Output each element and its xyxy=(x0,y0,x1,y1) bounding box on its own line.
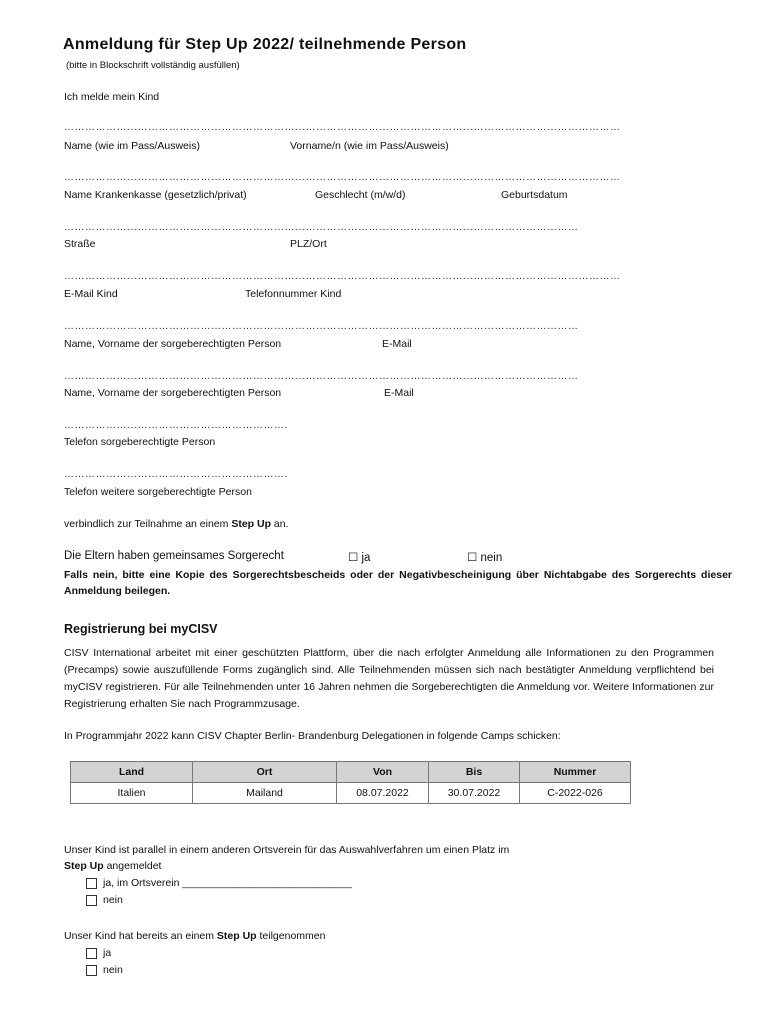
parallel-no-option[interactable]: nein xyxy=(86,894,123,906)
name-label: Name (wie im Pass/Ausweis) xyxy=(64,140,200,152)
birthdate-label: Geburtsdatum xyxy=(501,189,568,201)
other-guardian-phone-input-line[interactable]: ………………………………………………………. xyxy=(64,469,288,480)
street-label: Straße xyxy=(64,238,96,250)
cell-land: Italien xyxy=(71,783,193,804)
guardian2-input-line[interactable]: ………………………………………………………………………………………………………………………………… xyxy=(64,371,579,382)
email-child-input-line[interactable]: …………………………………………………………………………………………………………………………………………… xyxy=(64,271,621,282)
firstname-label: Vorname/n (wie im Pass/Ausweis) xyxy=(290,140,449,152)
header-nummer: Nummer xyxy=(520,762,631,783)
guardian1-name-label: Name, Vorname der sorgeberechtigten Person xyxy=(64,338,282,350)
page-subtitle: (bitte in Blockschrift vollständig ausfüllen) xyxy=(66,60,240,71)
header-von: Von xyxy=(337,762,429,783)
table-header-row xyxy=(71,762,631,783)
email-child-label: E-Mail Kind xyxy=(64,288,118,300)
binding-text: verbindlich zur Teilnahme an einem Step Up an. xyxy=(64,518,289,530)
cell-nummer: C-2022-026 xyxy=(520,783,631,804)
checkbox-icon[interactable] xyxy=(86,948,97,959)
previous-question: Unser Kind hat bereits an einem Step Up teilgenommen xyxy=(64,930,326,942)
gender-label: Geschlecht (m/w/d) xyxy=(315,189,406,201)
guardian2-email-label: E-Mail xyxy=(384,387,414,399)
page-title: Anmeldung für Step Up 2022/ teilnehmende Person xyxy=(63,36,467,53)
name-input-line[interactable]: …………………………………………………………………………………………………………………………………………… xyxy=(64,122,621,133)
phone-child-label: Telefonnummer Kind xyxy=(245,288,342,300)
guardian1-input-line[interactable]: ………………………………………………………………………………………………………………………………… xyxy=(64,321,579,332)
previous-yes-option[interactable]: ja xyxy=(86,947,111,959)
mycisv-text: CISV International arbeitet mit einer geschützten Plattform, über die nach erfolgter Anmeldung alle Informationen zu den Programmen (Precamps) sowie auszufüllende Forms zugänglich sind. Alle Teilnehmenden müssen sich nach bestätigter Anmeldung verpflichtend bei myCISV registrieren. Für alle Teilnehmenden unter 16 Jahren nehmen die Sorgeberechtigten die Anmeldung vor. Weitere Informationen zur Registrierung erhalten Sie nach Programmzusage. xyxy=(64,647,714,710)
previous-no-option[interactable]: nein xyxy=(86,964,123,976)
custody-yes-checkbox[interactable]: ☐ ja xyxy=(348,552,371,564)
custody-no-checkbox[interactable]: ☐ nein xyxy=(467,552,503,564)
camps-table xyxy=(70,761,631,804)
street-input-line[interactable]: ………………………………………………………………………………………………………………………………… xyxy=(64,222,579,233)
guardian1-email-label: E-Mail xyxy=(382,338,412,350)
parallel-yes-option[interactable]: ja, im Ortsverein _____________________________ xyxy=(86,877,352,889)
guardian2-name-label: Name, Vorname der sorgeberechtigten Person xyxy=(64,387,282,399)
parallel-question-line2: Step Up angemeldet xyxy=(64,860,162,872)
custody-label: Die Eltern haben gemeinsames Sorgerecht xyxy=(64,550,284,562)
header-bis: Bis xyxy=(429,762,520,783)
header-land: Land xyxy=(71,762,193,783)
other-guardian-phone-label: Telefon weitere sorgeberechtigte Person xyxy=(64,486,252,498)
insurance-label: Name Krankenkasse (gesetzlich/privat) xyxy=(64,189,247,201)
guardian-phone-input-line[interactable]: ………………………………………………………. xyxy=(64,420,288,431)
header-ort: Ort xyxy=(193,762,337,783)
zip-city-label: PLZ/Ort xyxy=(290,238,327,250)
program-text: In Programmjahr 2022 kann CISV Chapter Berlin- Brandenburg Delegationen in folgende Camps schicken: xyxy=(64,730,561,742)
cell-von: 08.07.2022 xyxy=(337,783,429,804)
mycisv-heading: Registrierung bei myCISV xyxy=(64,622,218,636)
checkbox-icon[interactable] xyxy=(86,878,97,889)
checkbox-icon[interactable] xyxy=(86,965,97,976)
cell-bis: 30.07.2022 xyxy=(429,783,520,804)
intro-text: Ich melde mein Kind xyxy=(64,91,160,103)
parallel-question-line1: Unser Kind ist parallel in einem anderen Ortsverein für das Auswahlverfahren um einen Platz im xyxy=(64,844,510,856)
table-row xyxy=(71,783,631,804)
insurance-input-line[interactable]: …………………………………………………………………………………………………………………………………………… xyxy=(64,172,621,183)
guardian-phone-label: Telefon sorgeberechtigte Person xyxy=(64,436,216,448)
cell-ort: Mailand xyxy=(193,783,337,804)
checkbox-icon[interactable] xyxy=(86,895,97,906)
custody-note: Falls nein, bitte eine Kopie des Sorgerechtsbescheids oder der Negativbescheinigung über Nichtabgabe des Sorgerechts dieser Anmeldung beilegen. xyxy=(64,569,732,597)
